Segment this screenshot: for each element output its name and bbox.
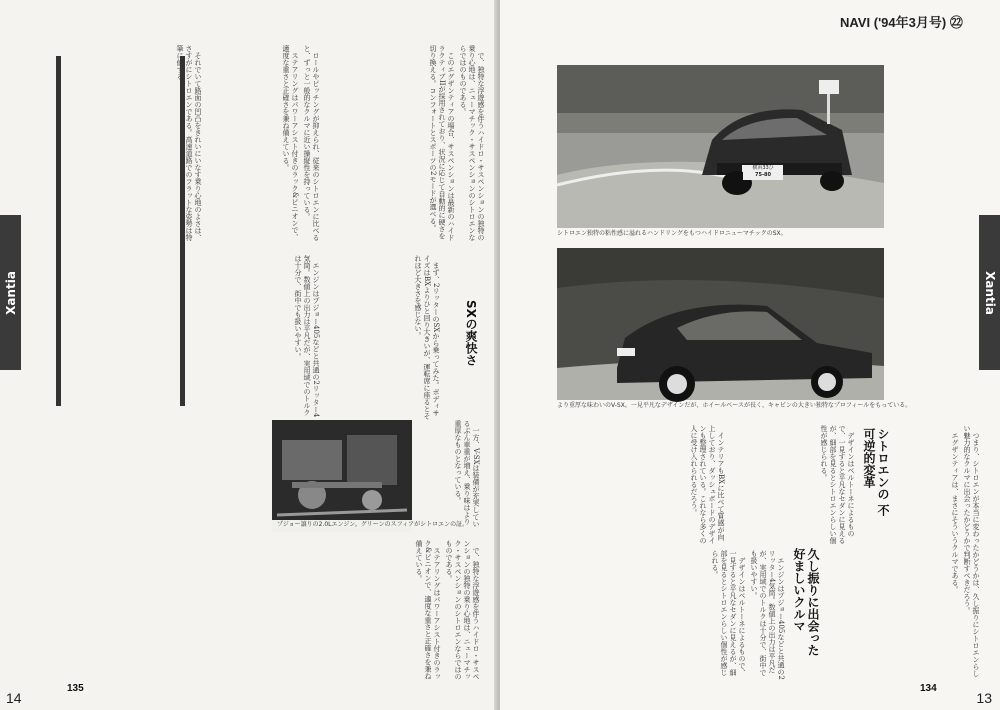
left-page xyxy=(0,0,497,710)
section-tab-right xyxy=(979,215,1000,370)
column-rule xyxy=(56,56,61,406)
paragraph: まず、2リッターのSXから乗ってみた。ボディサイズはBXよりひと回り大きいが、運転席に座るとそれほど大きさを感じない。 xyxy=(414,255,440,420)
paragraph: で、独特な浮遊感を伴うハイドロ・サスペンションの独特の乗り心地は、ニューマチック・サスペンションのシトロエンならではのものである。 xyxy=(459,45,485,241)
article-column xyxy=(200,255,320,420)
paragraph: で、独特な浮遊感を伴うハイドロ・サスペンションの独特の乗り心地は、ニューマチック・サスペンションのシトロエンならではのものである。 xyxy=(445,540,480,680)
paragraph: ステアリングはパワーアシスト付きのラック&ピニオンで、適度な重さと正確さを兼ね備えている。 xyxy=(282,45,299,241)
license-plate xyxy=(743,165,783,180)
folio-left: 14 xyxy=(6,690,22,706)
section-tab-label: Xantia xyxy=(3,270,18,315)
paragraph: 一方、V-SXは装備が充実しているぶん車重が増え、乗り味はより重厚なものとなっている。 xyxy=(454,420,480,528)
paragraph: エンジンはプジョー405などと共通の2リッター4気筒。数値上の出力は平凡だが、実用域でのトルクは十分で、街中でも扱いやすい。 xyxy=(294,255,320,418)
article-column xyxy=(330,255,440,420)
paragraph: デザインはベルトーネによるもので、一見すると平凡なセダンに見えるが、細部を見るとシトロエンらしい個性が感じられる。 xyxy=(820,425,855,544)
paragraph: ステアリングはパワーアシスト付きのラック&ピニオンで、適度な重さと正確さを兼ね備えている。 xyxy=(415,540,441,680)
paragraph: それでいて路面の凹凸をきれいにいなす乗り心地のよさは、さすがにシトロエンである。高速道路でのフラットな姿勢は特筆に値する。 xyxy=(176,45,202,241)
plate-region: 横浜33ひ xyxy=(752,165,774,171)
paragraph: エンジンはプジョー405などと共通の2リッター4気筒。数値上の出力は平凡だが、実用域でのトルクは十分で、街中でも扱いやすい。 xyxy=(750,550,785,680)
article-column xyxy=(330,45,485,245)
paragraph: つまり、シトロエンが本当に変わったかどうかは、久し振りにシトロエンらしい魅力的なクルマに出会ったかどうかで判断すべきだろう。 xyxy=(963,425,980,677)
section-tab-left xyxy=(0,215,21,370)
paragraph: このエグザンティアの場合、サスペンションは最新のハイドラクティブIIが採用されており、状況に応じて自動的に硬さを切り換える。コンフォートとスポーツの2モードが選べる。 xyxy=(429,45,455,241)
article-column xyxy=(520,550,785,680)
middle-car-photo xyxy=(557,248,884,400)
car-photo-image xyxy=(557,65,884,228)
article-column xyxy=(730,425,855,545)
article-column xyxy=(895,425,980,680)
photo-caption: より重厚な味わいのV-SX。一見平凡なデザインだが、ホイールベースが長く、キャビンの大きい独特なプロフィールをもっている。 xyxy=(557,402,912,409)
page-number-right: 134 xyxy=(920,683,937,694)
page-mark: ㉒ xyxy=(949,15,963,30)
car-photo-image xyxy=(557,248,884,400)
photo-caption: プジョー譲りの2.0Lエンジン。グリーンのスフィアがシトロエンの証。 xyxy=(277,521,469,528)
engine-image xyxy=(272,420,412,532)
article-column xyxy=(520,425,725,545)
section-tab-label: Xantia xyxy=(982,270,997,315)
plate-number: 75-80 xyxy=(755,172,771,178)
photo-caption: シトロエン独特の粘性感に溢れるハンドリングをもつハイドロニューマチックのSX。 xyxy=(557,230,787,237)
section-heading: シトロエンの 不可逆的変革 xyxy=(862,428,890,517)
folio-right: 13 xyxy=(976,690,992,706)
paragraph: ロールやピッチングが抑えられ、従来のシトロエンに比べると、ずっと一般的なクルマに近い操縦性を持っている。 xyxy=(303,45,320,241)
right-page xyxy=(500,0,1000,710)
top-car-photo xyxy=(557,65,884,228)
paragraph: エグザンティアは、まさにそういうクルマである。 xyxy=(951,432,959,593)
section-heading: SXの爽快さ xyxy=(464,300,478,366)
paragraph: インテリアもBXに比べて質感が向上しており、ダッシュボードのデザインも整理されている。これなら多くの人に受け入れられるだろう。 xyxy=(690,425,725,544)
page-number-left: 135 xyxy=(67,683,84,694)
article-column xyxy=(200,45,320,245)
issue-label: ('94年3月号) xyxy=(873,15,947,30)
paragraph: デザインはベルトーネによるもので、一見すると平凡なセダンに見えるが、細部を見るとシトロエンらしい個性が感じられる。 xyxy=(711,550,746,676)
article-column xyxy=(176,45,202,245)
running-header xyxy=(840,12,963,31)
article-column xyxy=(200,540,480,680)
section-heading: 久し振りに出会った 好ましいクルマ xyxy=(792,548,820,656)
article-column xyxy=(420,420,480,530)
magazine-name: NAVI xyxy=(840,15,871,30)
